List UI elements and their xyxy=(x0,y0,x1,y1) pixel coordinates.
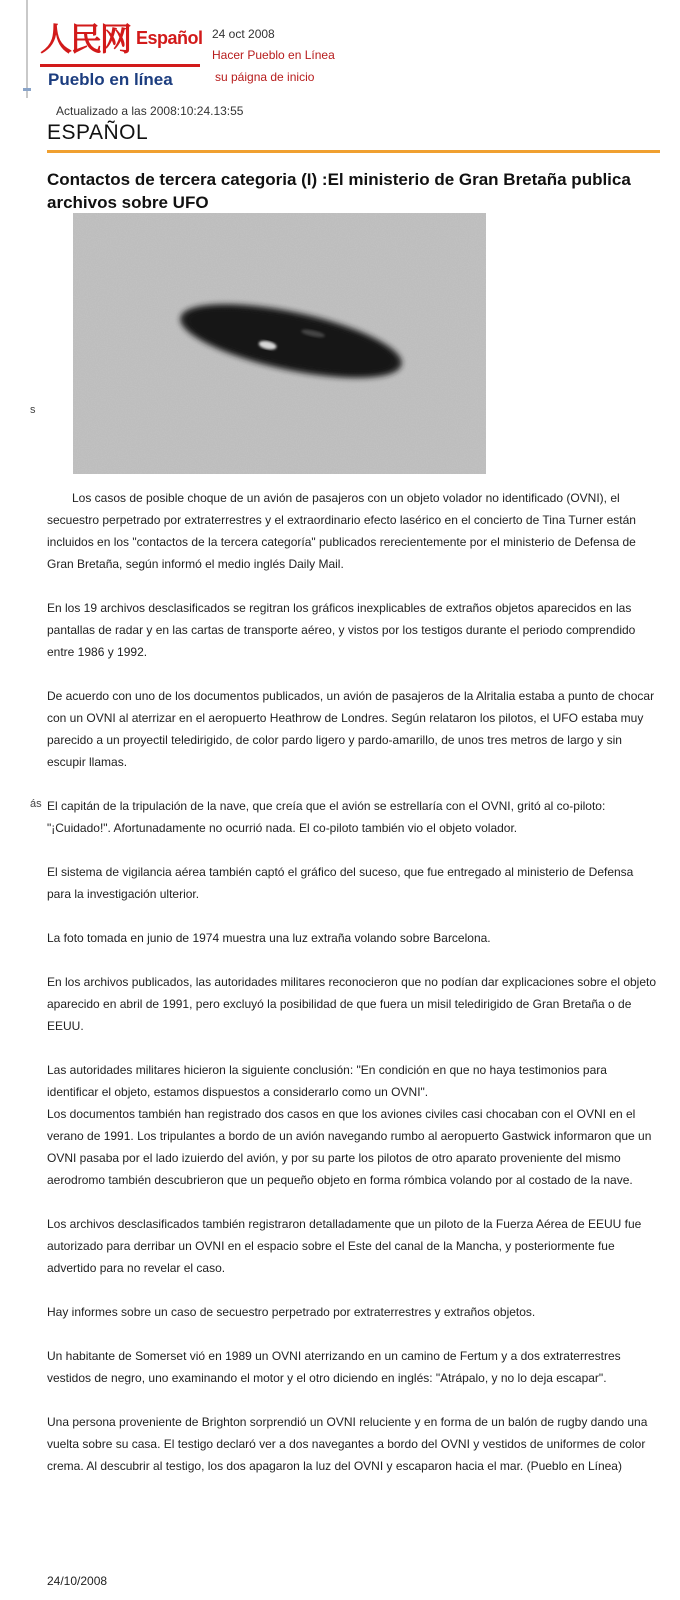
margin-stray-text-2: ás xyxy=(30,798,42,810)
article-paragraph: Una persona proveniente de Brighton sorprendió un OVNI reluciente y en forma de un balón de rugby dando una vuelta sobre su casa. El testigo declaró ver a dos navegantes a bordo del OVNI y vestidos de uniformes de color crema. Al descubrir al testigo, los dos apagaron la luz del OVNI y escaparon hacia el mar. (Pueblo en Línea) xyxy=(47,1415,648,1473)
header-left-rule xyxy=(26,0,28,98)
logo-subtitle: Pueblo en línea xyxy=(48,70,173,89)
article-title: Contactos de tercera categoria (I) :El ministerio de Gran Bretaña publica archivos sobre UFO xyxy=(47,170,631,212)
article-paragraph: Los casos de posible choque de un avión de pasajeros con un objeto volador no identificado (OVNI), el secuestro perpetrado por extraterrestres y el extraordinario efecto lasérico en el concierto de Tina Turner están incluidos en los "contactos de la tercera categoría" publicados rerecientemente por el ministerio de Defensa de Gran Bretaña, según informó el medio inglés Daily Mail. xyxy=(47,491,636,571)
logo-chinese-text: 人民网 xyxy=(40,20,131,58)
article-paragraph: De acuerdo con uno de los documentos publicados, un avión de pasajeros de la Alritalia estaba a punto de chocar con un OVNI al aterrizar en el aeropuerto Heathrow de Londres. Según relataron los pilotos, el UFO estaba muy parecido a un proyectil teledirigido, de color pardo ligero y pardo-amarillo, de unos tres metros de largo y sin escupir llamas. xyxy=(47,689,655,769)
header-date: 24 oct 2008 xyxy=(212,27,275,41)
header-rule-marker xyxy=(23,88,31,91)
section-title: ESPAÑOL xyxy=(47,121,149,144)
make-homepage-link[interactable]: Hacer Pueblo en Línea xyxy=(212,48,335,62)
site-logo[interactable] xyxy=(40,20,203,90)
updated-timestamp: Actualizado a las 2008:10:24.13:55 xyxy=(56,104,244,118)
logo-espanol-text: Español xyxy=(136,28,203,48)
ufo-photo-icon xyxy=(73,213,486,474)
article-paragraph: Hay informes sobre un caso de secuestro perpetrado por extraterrestres y extraños objetos. xyxy=(47,1305,536,1319)
article-paragraph: Un habitante de Somerset vió en 1989 un OVNI aterrizando en un camino de Fertum y a dos extraterrestres vestidos de negro, uno examinando el motor y el otro diciendo en inglés: "Atrápalo, y no lo deja escapar". xyxy=(47,1349,621,1385)
article-paragraph: En los 19 archivos desclasificados se regitran los gráficos inexplicables de extraños objetos aparecidos en las pantallas de radar y en las cartas de transporte aéreo, y vistos por los testigos durante el periodo comprendido entre 1986 y 1992. xyxy=(47,601,636,659)
article-paragraph: Los documentos también han registrado dos casos en que los aviones civiles casi chocaban con el OVNI en el verano de 1991. Los tripulantes a bordo de un avión navegando rumbo al aeropuerto Gastwick informaron que un OVNI pasaba por el lado izuierdo del avión, y por su parte los pilotos de otro aparato proveniente del mismo aerodromo también descubrieron que un pequeño objeto en forma rómbica volando por al costado de la nave. xyxy=(47,1107,652,1187)
article-paragraph: En los archivos publicados, las autoridades militares reconocieron que no podían dar explicaciones sobre el objeto aparecido en abril de 1991, pero excluyó la posibilidad de que fuera un misil teledirigido de Gran Bretaña o de EEUU. xyxy=(47,975,657,1033)
logo-underline xyxy=(40,64,200,67)
homepage-link-continuation[interactable]: su páigna de inicio xyxy=(215,70,315,84)
section-divider xyxy=(47,150,660,153)
margin-stray-text: s xyxy=(30,404,36,416)
article-footer-date: 24/10/2008 xyxy=(47,1574,108,1588)
article-paragraph: El capitán de la tripulación de la nave, que creía que el avión se estrellaría con el OVNI, gritó al co-piloto: "¡Cuidado!". Afortunadamente no ocurrió nada. El co-piloto también vio el objeto volador. xyxy=(47,799,606,835)
article-paragraph: Las autoridades militares hicieron la siguiente conclusión: "En condición en que no haya testimonios para identificar el objeto, estamos dispuestos a considerarlo como un OVNI". xyxy=(47,1063,607,1099)
article-paragraph: El sistema de vigilancia aérea también captó el gráfico del suceso, que fue entregado al ministerio de Defensa para la investigación ulterior. xyxy=(47,865,634,901)
article-paragraph: Los archivos desclasificados también registraron detalladamente que un piloto de la Fuerza Aérea de EEUU fue autorizado para derribar un OVNI en el espacio sobre el Este del canal de la Mancha, y posteriormente fue advertido para no revelar el caso. xyxy=(47,1217,642,1275)
article-body xyxy=(47,487,660,1477)
article-paragraph: La foto tomada en junio de 1974 muestra una luz extraña volando sobre Barcelona. xyxy=(47,931,491,945)
